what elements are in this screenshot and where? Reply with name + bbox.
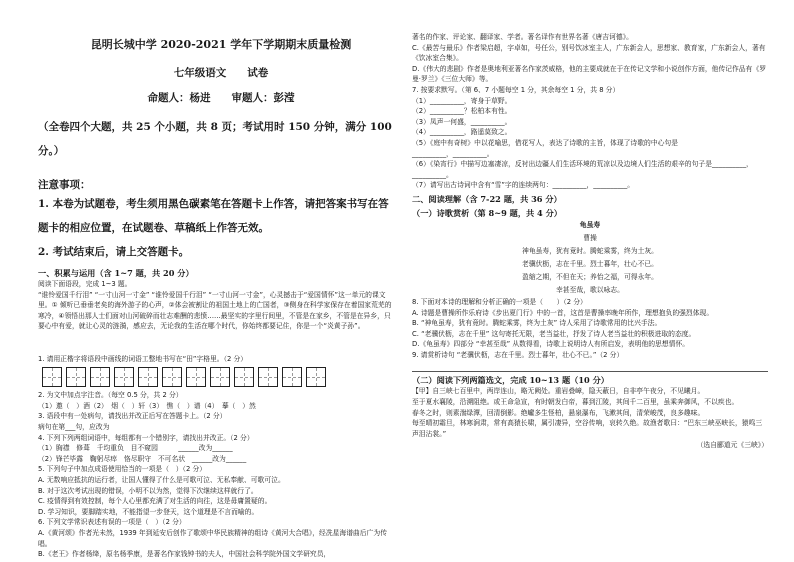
tian-cell [114, 367, 134, 387]
question-6: 6. 下列文学常识表述有误的一项是（ ）（2 分） [38, 518, 186, 527]
poem [412, 219, 768, 297]
question-7-7: （7）请写出古诗词中含有“雪”字的连续两句：__________，__________。 [412, 181, 635, 190]
poem-author: 曹操 [583, 233, 597, 242]
tian-grid [42, 367, 394, 387]
section-2-heading: 二、阅读理解（含 7-22 题，共 36 分） [412, 193, 562, 204]
option-d: D.《伟大的悲剧》作者是奥地利亚著名作家茨威格，他的主要成就在于在传记文学和小说创作方面，他传记作品有《罗曼·罗兰》《三位大师》等。 [412, 64, 767, 84]
question-5-a: A. 无数响应抵抗的运行者，让国人懂得了什么是可歌可泣、无私奉献、可歌可泣。 [38, 475, 285, 484]
article-line: 至于夏水襄陵，沿溯阻绝。或王命急宣，有时朝发白帝，暮到江陵，其间千二百里，虽乘奔御风，不以疾也。 [412, 398, 739, 407]
question-4-1: （1）胸襟 修葺 千均重负 目不窥园 ______改为______ [38, 444, 233, 453]
question-7-6: （6）《染宵行》中描写边塞凄凉，反衬出边疆人们生活环境的荒凉以及边境人们生活的艰辛的句子是__________，__________。 [412, 160, 753, 179]
citation: （选自郦道元《三峡》） [696, 441, 768, 450]
poem-line: 神龟虽寿，犹有竟时。腾蛇乘雾，终为土灰。 [522, 246, 658, 255]
question-6-a: A.《黄河颂》作者光未然，1939 年到延安后创作了歌颂中华民族精神的组诗《黄河大合唱》，经冼星海谱曲后广为传唱。 [38, 528, 387, 548]
poem-line: 盈缩之期，不但在天；养怡之福，可得永年。 [522, 272, 658, 281]
notes-heading: 注意事项： [38, 179, 91, 191]
question-8-c: C. “老骥伏枥，志在千里” 这句寄托无限，老当益壮，抒发了诗人老当益壮的积极进取的态度。 [412, 329, 696, 338]
question-3-line: 病句在第___句，应改为 [38, 422, 110, 431]
read-intro: 阅读下面语段，完成 1~3 题。 [38, 280, 132, 288]
right-column [412, 32, 768, 449]
poem-line: 幸甚至哉，歌以咏志。 [556, 285, 624, 294]
option-b-cont: 著名的作家、评论家、翻译家、学者。著名译作有世界名著《唐吉诃德》。 [412, 33, 633, 41]
tian-cell [186, 367, 206, 387]
passage: “谁怜爱国千行泪” “一寸山河一寸金” “谁怜爱国千行泪” “一寸山河一寸金”，心灵撼击于“爱国情怀”这一单元的课文里。① 倾听已垂垂老矣的海外游子的心声，②体会被割让的祖国土地上的亡国者，③侧身在科学家保存在着国家荒芜的寒冷，④领悟出那人士们面对山河破碎而壮志难酬的悲愤……最坚实的字里行间里，不管是在家乡，不管是在异乡，只要心中有爱，就让心灵的涟漪，感应去，无论我的生活在哪个时代，你始终都要记住，你是一个“炎黄子孙”。 [38, 290, 392, 331]
exam-authors: 命题人：杨进 审题人：彭滢 [147, 92, 295, 104]
question-7-5b: __________，__________。 [412, 149, 494, 158]
question-4-2: （2）锋芒毕露 鞠躬尽瘁 恪尽职守 不可名状 ______改为______ [38, 454, 247, 463]
subsection-reading: （二）阅读下列两篇选文，完成 10~13 题（10 分） [412, 375, 609, 386]
tian-cell [234, 367, 254, 387]
article-line: 【甲】自三峡七百里中，两岸连山，略无阙处。重岩叠嶂，隐天蔽日，自非亭午夜分，不见曦月。 [412, 387, 705, 396]
exam-scope: （全卷四个大题，共 25 个小题，共 8 页；考试用时 150 分钟，满分 100 分。） [38, 121, 392, 157]
note-1: 1. 本卷为试题卷，考生须用黑色碳素笔在答题卡上作答，请把答案书写在答题卡的相应位置，在试题卷、草稿纸上作答无效。 [38, 198, 389, 234]
question-7-5: （5）《庭中有奇树》中以花喻思，借花写人，表达了诗歌的主旨，体现了诗歌的中心句是 [412, 138, 679, 147]
tian-cell [90, 367, 110, 387]
tian-cell [306, 367, 326, 387]
poem-title: 龟虽寿 [579, 220, 601, 229]
question-5-c: C. 疫情得到有效控制，每个人心里都充满了对生活的向往，这是毋庸置疑的。 [38, 497, 272, 506]
tian-cell [210, 367, 230, 387]
tian-cell [138, 367, 158, 387]
question-2-items: （1）邀（ ）酒（2） 烟（ ）轩（3） 憔（ ）谱（4） 摹（ ）然 [38, 401, 256, 410]
question-1: 1. 请用正楷字将语段中画线的词语工整地书写在“田”字格里。（2 分） [38, 354, 248, 363]
question-6-b: B.《老王》作者杨绛，原名杨季康，是著名作家钱钟书的夫人，中国社会科学院外国文学研究员， [38, 550, 331, 559]
left-column [38, 36, 394, 560]
question-8-d: D.《龟虽寿》四部分 “幸甚至哉” 从数得看，诗歌上说明诗人有所启发，表明他的思想情怀。 [412, 340, 690, 349]
note-2: 2. 考试结束后，请上交答题卡。 [38, 246, 190, 258]
question-8-a: A. 诗题是曹操所作乐府诗《步出夏门行》中的一首，这首是曹操率晚年所作，理想抱负的强烈体现。 [412, 308, 714, 317]
exam-subtitle: 七年级语文 试卷 [173, 67, 269, 79]
question-3: 3. 语段中有一处病句，请找出并改正后写在答题卡上。（2 分） [38, 412, 227, 421]
question-8: 8. 下面对本诗的理解和分析正确的一项是（ ）（2 分） [412, 297, 587, 306]
answer-line [412, 362, 768, 372]
tian-cell [258, 367, 278, 387]
tian-cell [282, 367, 302, 387]
section-1-heading: 一、积累与运用（含 1~7 题，共 20 分） [38, 268, 194, 278]
question-5-b: B. 对于这次考试出现的错误，小明不以为然，觉得下次继续这样就行了。 [38, 486, 258, 495]
poem-line: 老骥伏枥，志在千里。烈士暮年，壮心不已。 [522, 259, 658, 268]
question-7-4: （4）__________，路遥莫致之。 [412, 128, 512, 137]
question-4: 4. 下列下列两组词语中，每组都有一个错别字，请找出并改正。（2 分） [38, 433, 254, 442]
tian-cell [66, 367, 86, 387]
tian-cell [162, 367, 182, 387]
article-line: 每至晴初霜旦，林寒涧肃，常有高猿长啸，属引凄异，空谷传响，哀转久绝。故渔者歌曰：“巴东三峡巫峡长，猿鸣三声泪沾裳。” [412, 419, 763, 438]
article-line: 春冬之时，则素湍绿潭，回清倒影。绝巘多生怪柏，悬泉瀑布，飞漱其间，清荣峻茂，良多趣味。 [412, 408, 705, 417]
question-8-b: B. “神龟虽寿，犹有竟时。腾蛇乘雾，终为土灰” 诗人采用了诗歌常用的比兴手法。 [412, 319, 662, 328]
question-2: 2. 为文中加点字注音。（每空 0.5 分，共 2 分） [38, 391, 183, 400]
option-c: C.《最苦与最乐》作者梁启超，字卓如，号任公，别号饮冰室主人，广东新会人，思想家、教育家，广东新会人，著有《饮冰室合集》。 [412, 43, 766, 63]
question-5-d: D. 学习知识，要脚踏实地，不能指望一步登天，这个道理是不言而喻的。 [38, 507, 259, 516]
question-7: 7. 按要求默写。（第 6、7 小题每空 1 分，其余每空 1 分，共 8 分） [412, 85, 620, 94]
exam-title: 昆明长城中学 2020-2021 学年下学期期末质量检测 [90, 38, 352, 51]
question-9: 9. 请赏析诗句 “老骥伏枥，志在千里。烈士暮年，壮心不已。”（2 分） [412, 350, 624, 359]
question-7-2: （2）__________？松柏本有性。 [412, 107, 512, 116]
question-7-3: （3）凤声一何盛，__________。 [412, 117, 512, 126]
tian-cell [42, 367, 62, 387]
question-7-1: （1）__________，寄身于草野。 [412, 96, 512, 105]
question-5: 5. 下列句子中加点成语使用恰当的一项是（ ）（2 分） [38, 465, 207, 474]
subsection-poem: （一）诗歌赏析（第 8~9 题，共 4 分） [412, 207, 562, 218]
